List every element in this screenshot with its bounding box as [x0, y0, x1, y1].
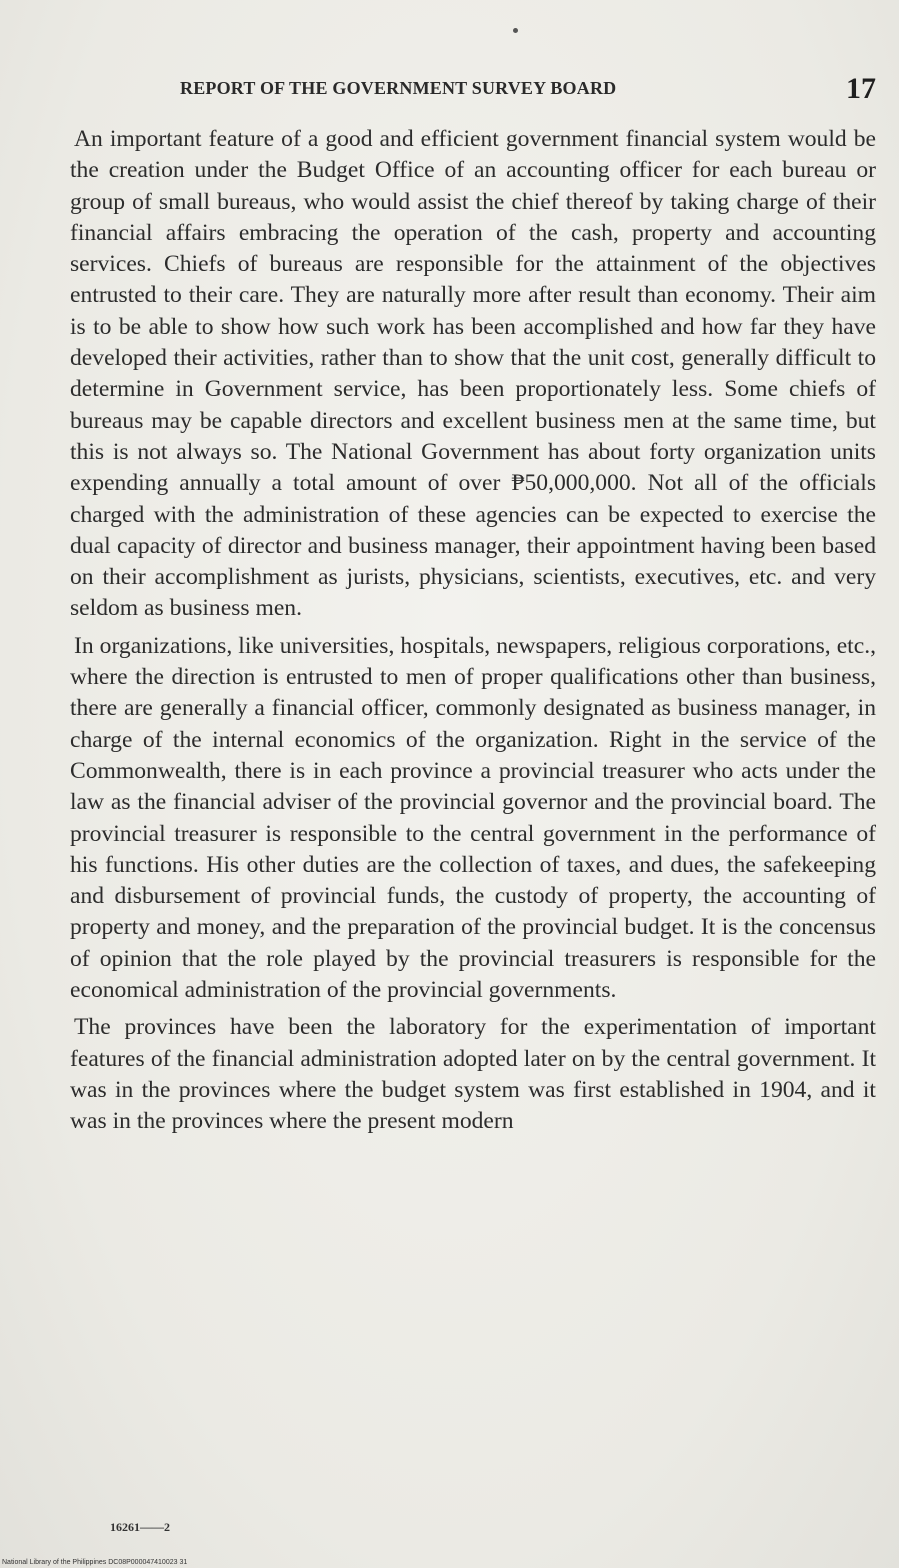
scan-footer: National Library of the Philippines DC08P000047410023 31 — [2, 1559, 188, 1566]
body-text — [70, 124, 876, 1144]
running-head: REPORT OF THE GOVERNMENT SURVEY BOARD — [180, 78, 617, 98]
print-speck — [513, 28, 518, 33]
paragraph-2: In organizations, like universities, hospitals, newspapers, religious corporations, etc., where the direction is entrusted to men of proper qualifications other than business, there are generally a financial officer, commonly designated as business manager, in charge of the internal economics of the organization. Right in the service of the Commonwealth, there is in each province a provincial treasurer who acts under the law as the financial adviser of the provincial governor and the provincial board. The provincial treasurer is responsible to the central government in the performance of his functions. His other duties are the collection of taxes, and dues, the safekeeping and disbursement of provincial funds, the custody of property, the accounting of property and money, and the preparation of the provincial budget. It is the concensus of opinion that the role played by the provincial treasurers is responsible for the economical administration of the provincial governments. — [70, 632, 876, 1004]
signature-mark: 16261——2 — [110, 1520, 170, 1534]
page-number: 17 — [846, 72, 876, 105]
page-header — [70, 72, 876, 108]
paragraph-3: The provinces have been the laboratory for the experimentation of important features of the financial administration adopted later on by the central government. It was in the provinces where the budget system was first established in 1904, and it was in the provinces where the present modern — [70, 1014, 876, 1135]
paragraph-1: An important feature of a good and efficient government financial system would be the creation under the Budget Office of an accounting officer for each bureau or group of small bureaus, who would assist the chief thereof by taking charge of their financial affairs embracing the operation of the cash, property and accounting services. Chiefs of bureaus are responsible for the attainment of the objectives entrusted to their care. They are naturally more after result than economy. Their aim is to be able to show how such work has been accomplished and how far they have developed their activities, rather than to show that the unit cost, generally difficult to determine in Government service, has been proportionately less. Some chiefs of bureaus may be capable directors and excellent business men at the same time, but this is not always so. The National Government has about forty organization units expending annually a total amount of over ₱50,000,000. Not all of the officials charged with the administration of these agencies can be expected to exercise the dual capacity of director and business manager, their appointment having been based on their accomplishment as jurists, physicians, scientists, executives, etc. and very seldom as business men. — [70, 126, 876, 622]
